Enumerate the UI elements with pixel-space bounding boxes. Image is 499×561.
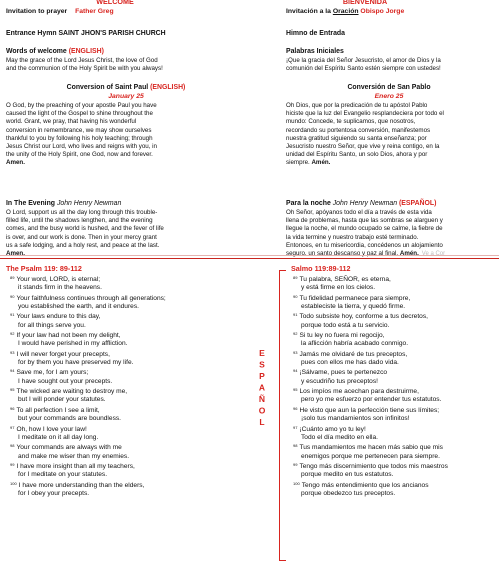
words-line: May the grace of the Lord Jesus Christ, the love of God <box>6 57 158 64</box>
verse-number: 99 <box>10 461 15 467</box>
verse-line-indented: la aflicción habría acabado conmigo. <box>301 340 409 348</box>
verse-line <box>10 330 250 340</box>
verse-number: 89 <box>293 275 298 280</box>
oracion-line: llena de problemas, hasta que las sombras se alarguen y <box>286 217 443 225</box>
verse-number: 90 <box>293 293 298 299</box>
verse-text: Si tu ley no fuera mi regocijo, <box>299 332 385 340</box>
verse-line <box>293 330 498 340</box>
prayer-line: comes, and the busy world is hushed, and the fever of life <box>6 225 164 233</box>
words-of-welcome-heading <box>6 48 104 57</box>
verse-line <box>293 480 498 490</box>
verse-line-indented: porque obedezco tus preceptos. <box>301 489 396 497</box>
verse-line-indented: and make me wiser than my enemies. <box>18 452 130 460</box>
palabras-line: comunión del Espíritu Santo estén siempre con ustedes! <box>286 65 441 73</box>
amen: Amen. <box>6 250 25 258</box>
verse-line <box>293 386 498 396</box>
verse-text: Jamás me olvidaré de tus preceptos, <box>299 350 408 358</box>
psalm-title: The Psalm 119: 89-112 <box>6 264 82 273</box>
invitation-line <box>6 8 114 17</box>
verse-number: 94 <box>10 368 15 374</box>
verse-line-indented: y está firme en los cielos. <box>301 284 376 292</box>
verse-text: Oh, how I love your law! <box>16 425 87 433</box>
verse-line <box>10 424 250 434</box>
invitacion-line <box>286 8 404 17</box>
verse-line <box>10 367 250 377</box>
conversion-title: Conversion of Saint Paul <box>66 84 149 91</box>
verse-number: 98 <box>10 443 15 449</box>
noche-author: John Henry Newman <box>332 200 398 207</box>
verse-line <box>10 480 250 490</box>
verse-number: 95 <box>10 387 15 393</box>
verse-text: Your laws endure to this day, <box>16 313 101 321</box>
verse-number: 100 <box>293 480 300 486</box>
invitacion-label: Invitación a la <box>286 8 331 15</box>
watermark-text: Ve a Cor <box>421 251 446 258</box>
evening-heading <box>6 200 121 209</box>
oracion-line: hiciste que la luz del Evangelio resplandeciera por todo el <box>286 110 444 118</box>
verse-text: Your faithfulness continues through all generations; <box>16 294 166 302</box>
verse-text: If your law had not been my delight, <box>16 332 121 340</box>
oracion-line: Jesucristo nuestro Señor, que vive y reina contigo, en la <box>286 143 440 151</box>
verse-number: 92 <box>293 331 298 337</box>
verse-number: 96 <box>293 405 298 411</box>
verse-number: 97 <box>293 424 298 430</box>
verse-text: Tus mandamientos me hacen más sabio que mis <box>299 444 443 452</box>
verse-text: Los impíos me acechan para destruirme, <box>299 388 419 396</box>
prayer-line: the unity of the Holy Spirit, one God, now and forever. <box>6 151 153 159</box>
verse-line-indented: pues con ellos me has dado vida. <box>301 359 399 367</box>
verse-line-indented: for I meditate on your statutes. <box>18 471 108 479</box>
verse-line <box>10 461 250 471</box>
verse-line <box>293 442 498 452</box>
invitation-label: Invitation to prayer <box>6 8 68 15</box>
words-lang: (ENGLISH) <box>68 48 104 55</box>
verse-line <box>293 405 498 415</box>
divider-thin <box>0 255 499 256</box>
verse-text: ¡Cuánto amo yo tu ley! <box>299 425 366 433</box>
prayer-line: us a safe lodging, and a holy rest, and peace at the last. <box>6 241 160 249</box>
verse-line-indented: Todo el día medito en ella. <box>301 433 378 441</box>
prayer-line: filled life, until the shadows lengthen, and the evening <box>6 217 153 225</box>
palabras-line: ¡Que la gracia del Señor Jesucristo, el amor de Dios y la <box>286 57 441 64</box>
verse-line-indented: porque medito en tus estatutos. <box>301 471 394 479</box>
verse-number: 91 <box>10 312 15 318</box>
verse-line <box>10 349 250 359</box>
verse-line-indented: y escudriño tus preceptos! <box>301 377 378 385</box>
verse-text: Tu palabra, SEÑOR, es eterna, <box>299 276 391 283</box>
verse-number: 89 <box>10 275 15 280</box>
amen: Amen. <box>6 159 25 167</box>
verse-number: 93 <box>293 349 298 355</box>
verse-text: ¡Sálvame, pues te pertenezco <box>299 369 388 377</box>
verse-line <box>293 274 498 284</box>
verse-line <box>10 386 250 396</box>
verse-line <box>293 367 498 377</box>
verse-text: Save me, for I am yours; <box>16 369 89 377</box>
verse-number: 91 <box>293 312 298 318</box>
verse-line-indented: I have sought out your precepts. <box>18 377 113 385</box>
evening-title: In The Evening <box>6 200 56 207</box>
prayer-line: conversion in remembrance, we may show ourselves <box>6 126 152 134</box>
verse-line-indented: but I will ponder your statutes. <box>18 396 106 404</box>
oracion-line: la vida termine y nuestro trabajo esté terminado. <box>286 233 419 241</box>
verse-line-indented: for I obey your precepts. <box>18 489 90 497</box>
verse-number: 98 <box>293 443 298 449</box>
conversion-lang: (ENGLISH) <box>150 84 186 91</box>
words-line: and the communion of the Holy Spirit be with you always! <box>6 65 163 73</box>
prayer-line: Jesus Christ our Lord, who lives and reigns with you, in <box>6 143 157 151</box>
invitation-name: Father Greg <box>75 8 114 15</box>
words-title: Words of welcome <box>6 48 67 55</box>
salmo-title: Salmo 119:89-112 <box>291 264 351 273</box>
conversion-es-title: Conversión de San Pablo <box>347 84 431 91</box>
verse-line-indented: it stands firm in the heavens. <box>18 284 102 292</box>
prayer-line: O God, by the preaching of your apostle Paul you have <box>6 102 157 109</box>
verse-text: I have more understanding than the elders, <box>18 481 145 489</box>
salmo-body <box>293 274 498 498</box>
verse-line-indented: I meditate on it all day long. <box>18 433 99 441</box>
verse-line-indented: but your commands are boundless. <box>18 415 121 423</box>
conversion-es-prayer <box>286 102 498 168</box>
oracion-line: recordando su portentosa conversión, manifestemos <box>286 126 431 134</box>
oracion-last: siempre. <box>286 159 310 167</box>
welcome-title: WELCOME <box>96 0 134 6</box>
conversion-date: January 25 <box>108 93 144 100</box>
oracion-line: Oh Dios, que por la predicación de tu apóstol Pablo <box>286 102 428 109</box>
noche-prayer <box>286 209 498 258</box>
verse-number: 95 <box>293 387 298 393</box>
verse-line-indented: porque todo está a tu servicio. <box>301 321 390 329</box>
verse-text: Your commands are always with me <box>16 444 122 452</box>
verse-line-indented: you established the earth, and it endures. <box>18 303 139 311</box>
invitacion-name: Obispo Jorge <box>360 8 405 15</box>
oracion-line: Oh Señor, apóyanos todo el día a través de esta vida <box>286 209 432 216</box>
conversion-es-date: Enero 25 <box>374 93 404 100</box>
palabras-body <box>286 57 498 73</box>
verse-text: Tu fidelidad permanece para siempre, <box>299 294 411 302</box>
psalm-body <box>10 274 250 498</box>
verse-text: Tengo más entendimiento que los ancianos <box>301 481 429 489</box>
verse-line-indented: estableciste la tierra, y quedó firme. <box>301 303 406 311</box>
verse-line <box>10 405 250 415</box>
palabras-heading: Palabras Iniciales <box>286 48 344 55</box>
verse-number: 90 <box>10 293 15 299</box>
verse-number: 93 <box>10 349 15 355</box>
verse-number: 94 <box>293 368 298 374</box>
evening-prayer <box>6 209 250 258</box>
verse-text: Tengo más discernimiento que todos mis maestros <box>299 462 448 470</box>
verse-line-indented: for by them you have preserved my life. <box>18 359 134 367</box>
verse-number: 96 <box>10 405 15 411</box>
conversion-heading <box>6 84 246 93</box>
verse-text: He visto que aun la perfección tiene sus límites; <box>299 406 440 414</box>
verse-text: Your word, LORD, is eternal; <box>16 276 101 283</box>
verse-line-indented: I would have perished in my affliction. <box>18 340 128 348</box>
divider-line <box>0 258 499 259</box>
verse-line <box>10 311 250 321</box>
oracion-line: nuestra gratitud siguiendo su santa enseñanza; por <box>286 134 427 142</box>
verse-text: The wicked are waiting to destroy me, <box>16 388 128 396</box>
verse-line <box>10 442 250 452</box>
bracket-line <box>279 270 286 561</box>
words-body <box>6 57 246 73</box>
verse-line <box>10 274 250 284</box>
verse-number: 100 <box>10 480 17 486</box>
oracion-line <box>286 159 498 167</box>
verse-text: I have more insight than all my teachers, <box>16 462 135 470</box>
verse-text: Todo subsiste hoy, conforme a tus decretos, <box>299 313 428 321</box>
entrance-hymn: Entrance Hymn SAINT JHON'S PARISH CHURCH <box>6 30 166 37</box>
verse-line-indented: for all things serve you. <box>18 321 86 329</box>
verse-text: I will never forget your precepts, <box>16 350 110 358</box>
prayer-line: O Lord, support us all the day long through this trouble- <box>6 209 158 216</box>
bienvenida-title: BIENVENIDA <box>342 0 388 6</box>
prayer-line: world. Grant, we pray, that having his wonderful <box>6 118 137 126</box>
verse-number: 97 <box>10 424 15 430</box>
conversion-prayer <box>6 102 250 168</box>
prayer-line: caused the light of the Gospel to shine throughout the <box>6 110 153 118</box>
verse-line <box>293 424 498 434</box>
verse-number: 99 <box>293 461 298 467</box>
noche-last: seguro, un santo descanso y paz al final. <box>286 250 399 258</box>
espanol-vertical-label: ESPAÑOL <box>257 348 267 429</box>
oracion-line: Entonces, en tu misericordia, concédenos un alojamiento <box>286 241 443 249</box>
prayer-line: is over, and our work is done. Then in your mercy grant <box>6 233 157 241</box>
oracion-line: llegue la noche, el mundo ocupado se calme, la fiebre de <box>286 225 443 233</box>
verse-line <box>293 293 498 303</box>
verse-number: 92 <box>10 331 15 337</box>
noche-lang: (ESPAÑOL) <box>399 200 437 207</box>
noche-heading <box>286 200 436 209</box>
evening-author: John Henry Newman <box>56 200 122 207</box>
verse-line <box>293 311 498 321</box>
verse-text: To all perfection I see a limit, <box>16 406 100 414</box>
verse-line-indented: enemigos porque me pertenecen para siempre. <box>301 452 440 460</box>
verse-line <box>293 349 498 359</box>
verse-line <box>10 293 250 303</box>
verse-line <box>293 461 498 471</box>
amen-es: Amén. <box>311 159 331 167</box>
verse-line-indented: ¡solo tus mandamientos son infinitos! <box>301 415 410 423</box>
oracion-line: unidad del Espíritu Santo, un solo Dios, ahora y por <box>286 151 428 159</box>
verse-line-indented: pero yo me esfuerzo por entender tus estatutos. <box>301 396 442 404</box>
amen-es: Amén. <box>399 250 419 258</box>
oracion-line: mundo: Concede, te suplicamos, que nosotros, <box>286 118 416 126</box>
oracion-link[interactable]: Oración <box>332 8 359 15</box>
himno-de-entrada: Himno de Entrada <box>286 30 345 37</box>
prayer-line: thankful to you by following his holy teaching; through <box>6 134 153 142</box>
noche-title: Para la noche <box>286 200 331 207</box>
